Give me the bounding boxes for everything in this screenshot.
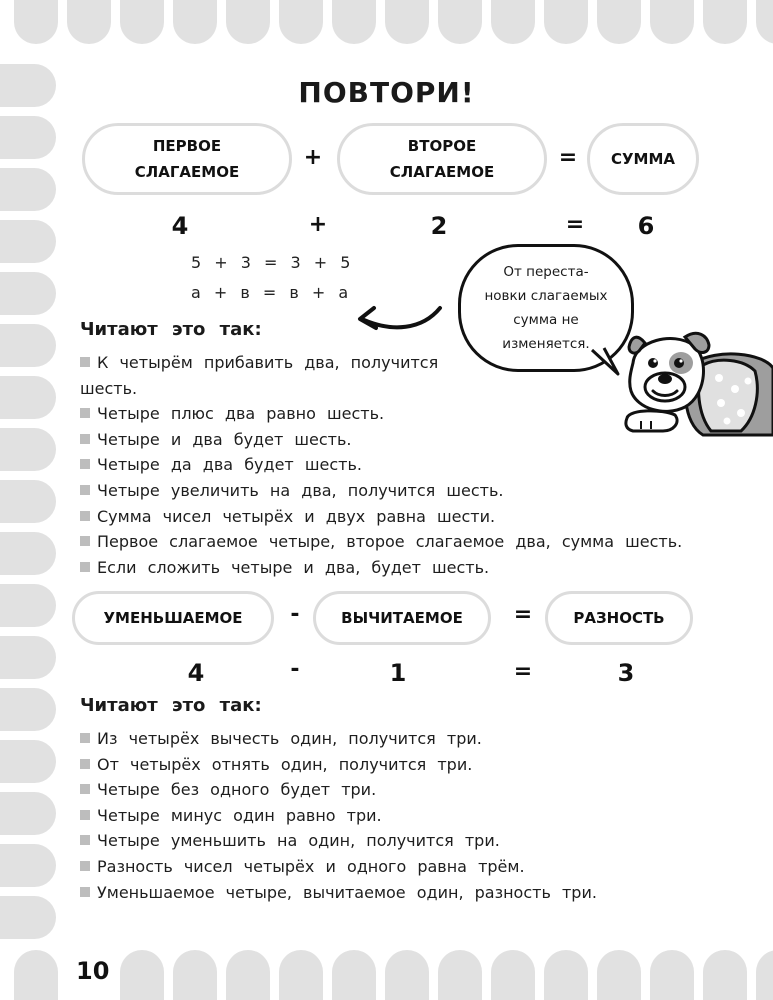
subtraction-example-b: 1 <box>389 659 407 687</box>
addition-example-b: 2 <box>430 212 448 240</box>
list-item: Если сложить четыре и два, будет шесть. <box>80 555 682 581</box>
difference-label: РАЗНОСТЬ <box>573 609 665 627</box>
list-item: К четырём прибавить два, получится <box>80 350 682 376</box>
list-item: Четыре и два будет шесть. <box>80 427 682 453</box>
bubble-line1: От переста- <box>503 264 589 280</box>
bullet-icon <box>80 835 90 845</box>
bullet-icon <box>80 733 90 743</box>
bullet-icon <box>80 759 90 769</box>
addition-example-result: 6 <box>637 212 655 240</box>
subtraction-example-result: 3 <box>617 659 635 687</box>
list-item: Четыре минус один равно три. <box>80 803 597 829</box>
minuend-label: УМЕНЬШАЕМОЕ <box>103 609 243 627</box>
list-item: Четыре уменьшить на один, получится три. <box>80 828 597 854</box>
page-number: 10 <box>72 955 113 987</box>
bottom-tab-border <box>0 950 773 1000</box>
subtrahend-pill <box>313 591 491 645</box>
second-addend-line1: ВТОРОЕ <box>407 137 477 155</box>
list-item: Первое слагаемое четыре, второе слагаемое два, сумма шесть. <box>80 529 682 555</box>
subtrahend-label: ВЫЧИТАЕМОЕ <box>341 609 463 627</box>
bubble-line4: изменяется. <box>502 336 590 352</box>
left-tab-border <box>0 0 60 1000</box>
bullet-icon <box>80 511 90 521</box>
arrow-curved-icon <box>352 298 447 338</box>
difference-pill <box>545 591 693 645</box>
rule-numbers: 5 + 3 = 3 + 5 <box>191 253 351 272</box>
list-item: Из четырёх вычесть один, получится три. <box>80 726 597 752</box>
addition-read-heading: Читают это так: <box>80 319 262 340</box>
subtraction-example-eq: = <box>513 659 533 684</box>
list-item: Четыре увеличить на два, получится шесть. <box>80 478 682 504</box>
subtraction-equals-sign: = <box>513 602 533 627</box>
bubble-line3: сумма не <box>513 312 579 328</box>
addition-example-op: + <box>308 212 328 237</box>
bullet-icon <box>80 861 90 871</box>
bullet-icon <box>80 810 90 820</box>
addition-example-eq: = <box>565 212 585 237</box>
list-item: От четырёх отнять один, получится три. <box>80 752 597 778</box>
bullet-icon <box>80 408 90 418</box>
addition-read-list <box>80 350 682 580</box>
sum-pill <box>587 123 699 195</box>
subtraction-read-heading: Читают это так: <box>80 695 262 716</box>
subtraction-example-op: - <box>290 657 300 682</box>
plus-sign: + <box>303 145 323 170</box>
equals-sign: = <box>558 145 578 170</box>
bullet-icon <box>80 784 90 794</box>
subtraction-read-list <box>80 726 597 905</box>
subtraction-example-a: 4 <box>187 659 205 687</box>
bullet-icon <box>80 887 90 897</box>
first-addend-line1: ПЕРВОЕ <box>152 137 222 155</box>
minuend-pill <box>72 591 274 645</box>
page-title: ПОВТОРИ! <box>298 76 475 109</box>
rule-letters: а + в = в + а <box>191 283 349 302</box>
bullet-icon <box>80 357 90 367</box>
list-item: Разность чисел четырёх и одного равна трём. <box>80 854 597 880</box>
bullet-icon <box>80 562 90 572</box>
list-item: Уменьшаемое четыре, вычитаемое один, разность три. <box>80 880 597 906</box>
list-item: Четыре да два будет шесть. <box>80 452 682 478</box>
first-addend-pill <box>82 123 292 195</box>
minus-sign: - <box>290 602 300 627</box>
list-item: шесть. <box>80 378 138 398</box>
bullet-icon <box>80 459 90 469</box>
list-item: Сумма чисел четырёх и двух равна шести. <box>80 504 682 530</box>
top-tab-border <box>0 0 773 46</box>
addition-example-a: 4 <box>171 212 189 240</box>
second-addend-line2: СЛАГАЕМОЕ <box>389 163 495 181</box>
bullet-icon <box>80 485 90 495</box>
bullet-icon <box>80 434 90 444</box>
bullet-icon <box>80 536 90 546</box>
second-addend-pill <box>337 123 547 195</box>
list-item: Четыре плюс два равно шесть. <box>80 401 682 427</box>
list-item: Четыре без одного будет три. <box>80 777 597 803</box>
bubble-line2: новки слагаемых <box>484 288 608 304</box>
sum-label: СУММА <box>610 150 676 168</box>
first-addend-line2: СЛАГАЕМОЕ <box>134 163 240 181</box>
